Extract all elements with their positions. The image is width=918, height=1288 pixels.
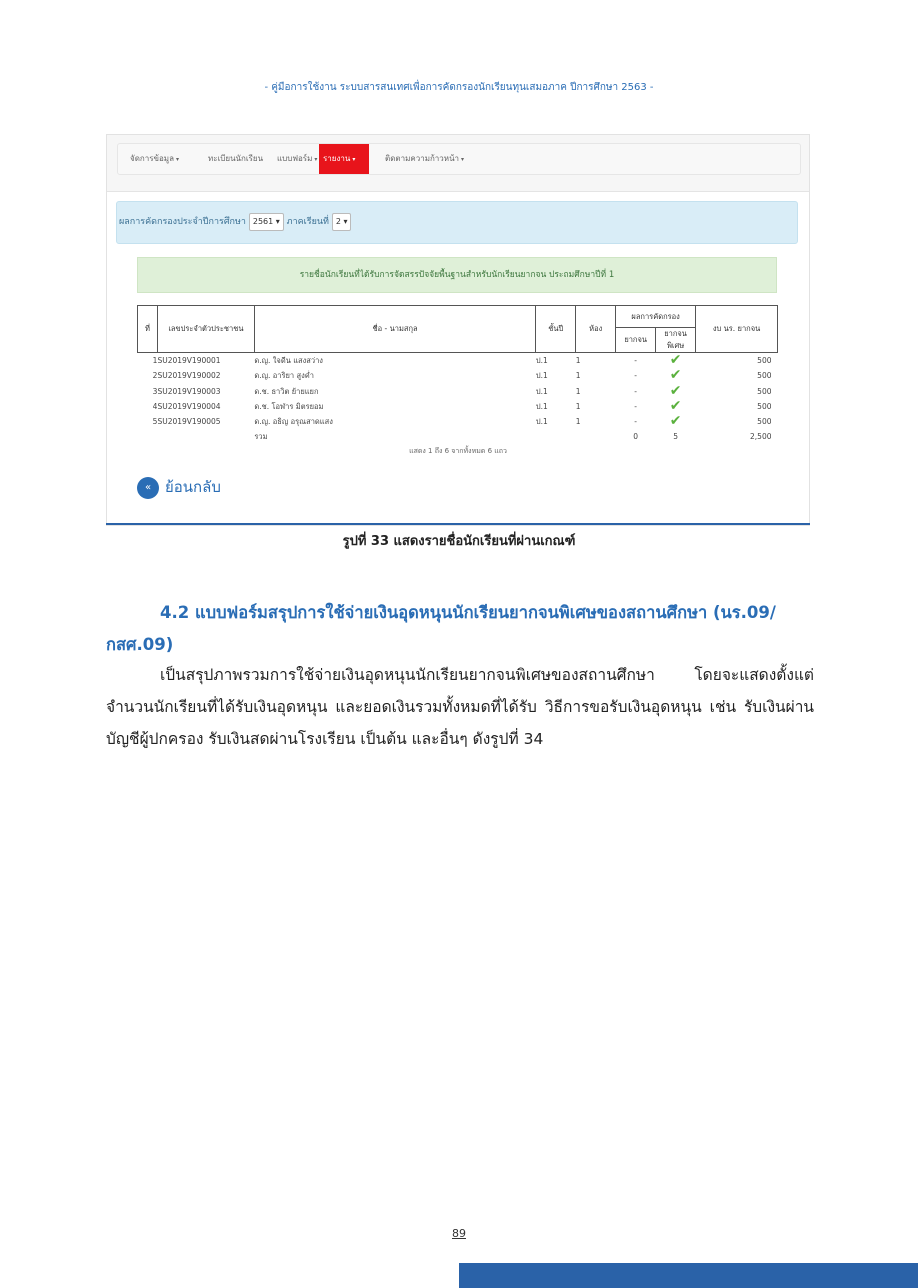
nav-label: รายงาน	[323, 154, 351, 163]
total-row	[138, 429, 778, 444]
cell-budget: 500	[757, 386, 772, 396]
cell-id: SU2019V190004	[157, 401, 221, 411]
col-room-header: ห้อง	[576, 306, 616, 353]
cell-poor: -	[634, 401, 637, 411]
cell-room: 1	[575, 417, 581, 427]
nav-progress[interactable]	[381, 144, 468, 174]
col-result-header: ผลการคัดกรอง	[616, 306, 696, 328]
nav-reports[interactable]	[319, 144, 369, 174]
total-very-poor: 5	[673, 432, 678, 442]
term-value: 2	[335, 216, 341, 226]
nav-student-registry[interactable]	[204, 144, 267, 174]
document-header: - คู่มือการใช้งาน ระบบสารสนเทศเพื่อการคัดกรองนักเรียนทุนเสมอภาค ปีการศึกษา 2563 -	[264, 82, 654, 93]
cell-name: ด.ญ. อธิญ อรุณสาดแสง	[254, 417, 333, 427]
nav-label: จัดการข้อมูล	[130, 154, 174, 163]
cell-grade: ป.1	[535, 371, 548, 381]
cell-no: 2	[152, 371, 158, 381]
table-row	[138, 368, 778, 383]
chevron-down-icon: ▾	[175, 156, 179, 163]
cell-name: ด.ญ. อาริยา สูงค่ำ	[254, 371, 314, 381]
check-icon: ✔	[669, 382, 682, 399]
frame-underline	[106, 523, 810, 525]
col-poor-header: ยากจน	[616, 328, 656, 353]
total-label: รวม	[254, 432, 268, 442]
cell-grade: ป.1	[535, 386, 548, 396]
section-heading: 4.2 แบบฟอร์มสรุปการใช้จ่ายเงินอุดหนุนนักเรียนยากจนพิเศษของสถานศึกษา (นร.09/กสศ.09)	[106, 603, 776, 654]
top-bar	[107, 135, 809, 192]
year-select[interactable]	[249, 213, 284, 231]
cell-id: SU2019V190001	[157, 356, 221, 365]
chevron-down-icon: ▾	[275, 216, 280, 226]
cell-room: 1	[575, 386, 581, 396]
col-id-header: เลขประจำตัวประชาชน	[157, 306, 254, 353]
year-value: 2561	[252, 216, 274, 226]
cell-no: 5	[152, 417, 158, 427]
check-icon: ✔	[669, 397, 682, 414]
term-select[interactable]	[332, 213, 352, 231]
rewind-icon: «	[137, 477, 159, 499]
table-row	[138, 384, 778, 399]
cell-poor: -	[634, 371, 637, 381]
check-icon: ✔	[669, 352, 682, 368]
cell-budget: 500	[757, 371, 772, 381]
screenshot-frame	[106, 134, 810, 526]
total-poor: 0	[633, 432, 639, 442]
cell-poor: -	[634, 386, 637, 396]
nav-label: ทะเบียนนักเรียน	[208, 154, 264, 163]
table-title: รายชื่อนักเรียนที่ได้รับการจัดสรรปัจจัยพื้นฐานสำหรับนักเรียนยากจน ประถมศึกษาปีที่ 1	[137, 257, 777, 293]
cell-no: 1	[152, 356, 158, 365]
cell-budget: 500	[757, 401, 772, 411]
chevron-down-icon: ▾	[461, 156, 465, 163]
chevron-down-icon: ▾	[343, 216, 348, 226]
cell-name: ด.ญ. ใจดีน แสงสว่าง	[254, 356, 323, 365]
cell-name: ด.ช. ธาวิต ย้ายแยก	[254, 386, 319, 396]
cell-room: 1	[575, 401, 581, 411]
term-label: ภาคเรียนที่	[286, 217, 329, 227]
table-row	[138, 353, 778, 369]
nav-manage-data[interactable]	[126, 144, 183, 174]
cell-grade: ป.1	[535, 401, 548, 411]
page-number: 89	[452, 1227, 466, 1240]
back-label: ย้อนกลับ	[165, 478, 221, 496]
cell-no: 4	[152, 401, 158, 411]
body-paragraph: เป็นสรุปภาพรวมการใช้จ่ายเงินอุดหนุนนักเรียนยากจนพิเศษของสถานศึกษา โดยจะแสดงตั้งแต่จำนวนนักเรียนที่ได้รับเงินอุดหนุน และยอดเงินรวมทั้งหมดที่ได้รับ วิธีการขอรับเงินอุดหนุน เช่น รับเงินผ่านบัญชีผู้ปกครอง รับเงินสดผ่านโรงเรียน เป็นต้น และอื่นๆ ดังรูปที่ 34	[106, 666, 814, 748]
cell-name: ด.ช. โอฬาร มิตรยอม	[254, 401, 324, 411]
cell-budget: 500	[757, 417, 772, 427]
cell-id: SU2019V190005	[157, 417, 221, 427]
cell-budget: 500	[757, 356, 772, 365]
cell-grade: ป.1	[535, 356, 548, 365]
cell-poor: -	[634, 356, 637, 365]
check-icon: ✔	[669, 413, 682, 430]
figure-caption: รูปที่ 33 แสดงรายชื่อนักเรียนที่ผ่านเกณฑ์	[342, 534, 576, 549]
year-label: ผลการคัดกรองประจำปีการศึกษา	[119, 217, 246, 227]
col-very-poor-header: ยากจนพิเศษ	[656, 328, 696, 353]
back-button[interactable]	[137, 475, 221, 499]
cell-no: 3	[152, 386, 158, 396]
filter-bar	[116, 201, 798, 244]
col-grade-header: ชั้นปี	[536, 306, 576, 353]
chevron-down-icon: ▾	[352, 156, 356, 163]
nav-label: แบบฟอร์ม	[277, 154, 313, 163]
total-budget: 2,500	[750, 432, 772, 442]
table-row	[138, 399, 778, 414]
cell-id: SU2019V190002	[157, 371, 221, 381]
results-table	[137, 305, 778, 445]
footer-bar	[459, 1263, 918, 1288]
cell-grade: ป.1	[535, 417, 548, 427]
chevron-down-icon: ▾	[314, 156, 318, 163]
pagination-info: แสดง 1 ถึง 6 จากทั้งหมด 6 แถว	[409, 447, 507, 455]
cell-id: SU2019V190003	[157, 386, 221, 396]
col-budget-header: งบ นร. ยากจน	[696, 306, 778, 353]
check-icon: ✔	[669, 367, 682, 384]
table-row	[138, 414, 778, 429]
cell-room: 1	[575, 356, 581, 365]
nav-forms[interactable]	[273, 144, 321, 174]
cell-room: 1	[575, 371, 581, 381]
nav-label: ติดตามความก้าวหน้า	[385, 154, 460, 163]
col-name-header: ชื่อ - นามสกุล	[254, 306, 535, 353]
cell-poor: -	[634, 417, 637, 427]
col-no-header: ที่	[138, 306, 158, 353]
main-navbar	[117, 143, 801, 175]
